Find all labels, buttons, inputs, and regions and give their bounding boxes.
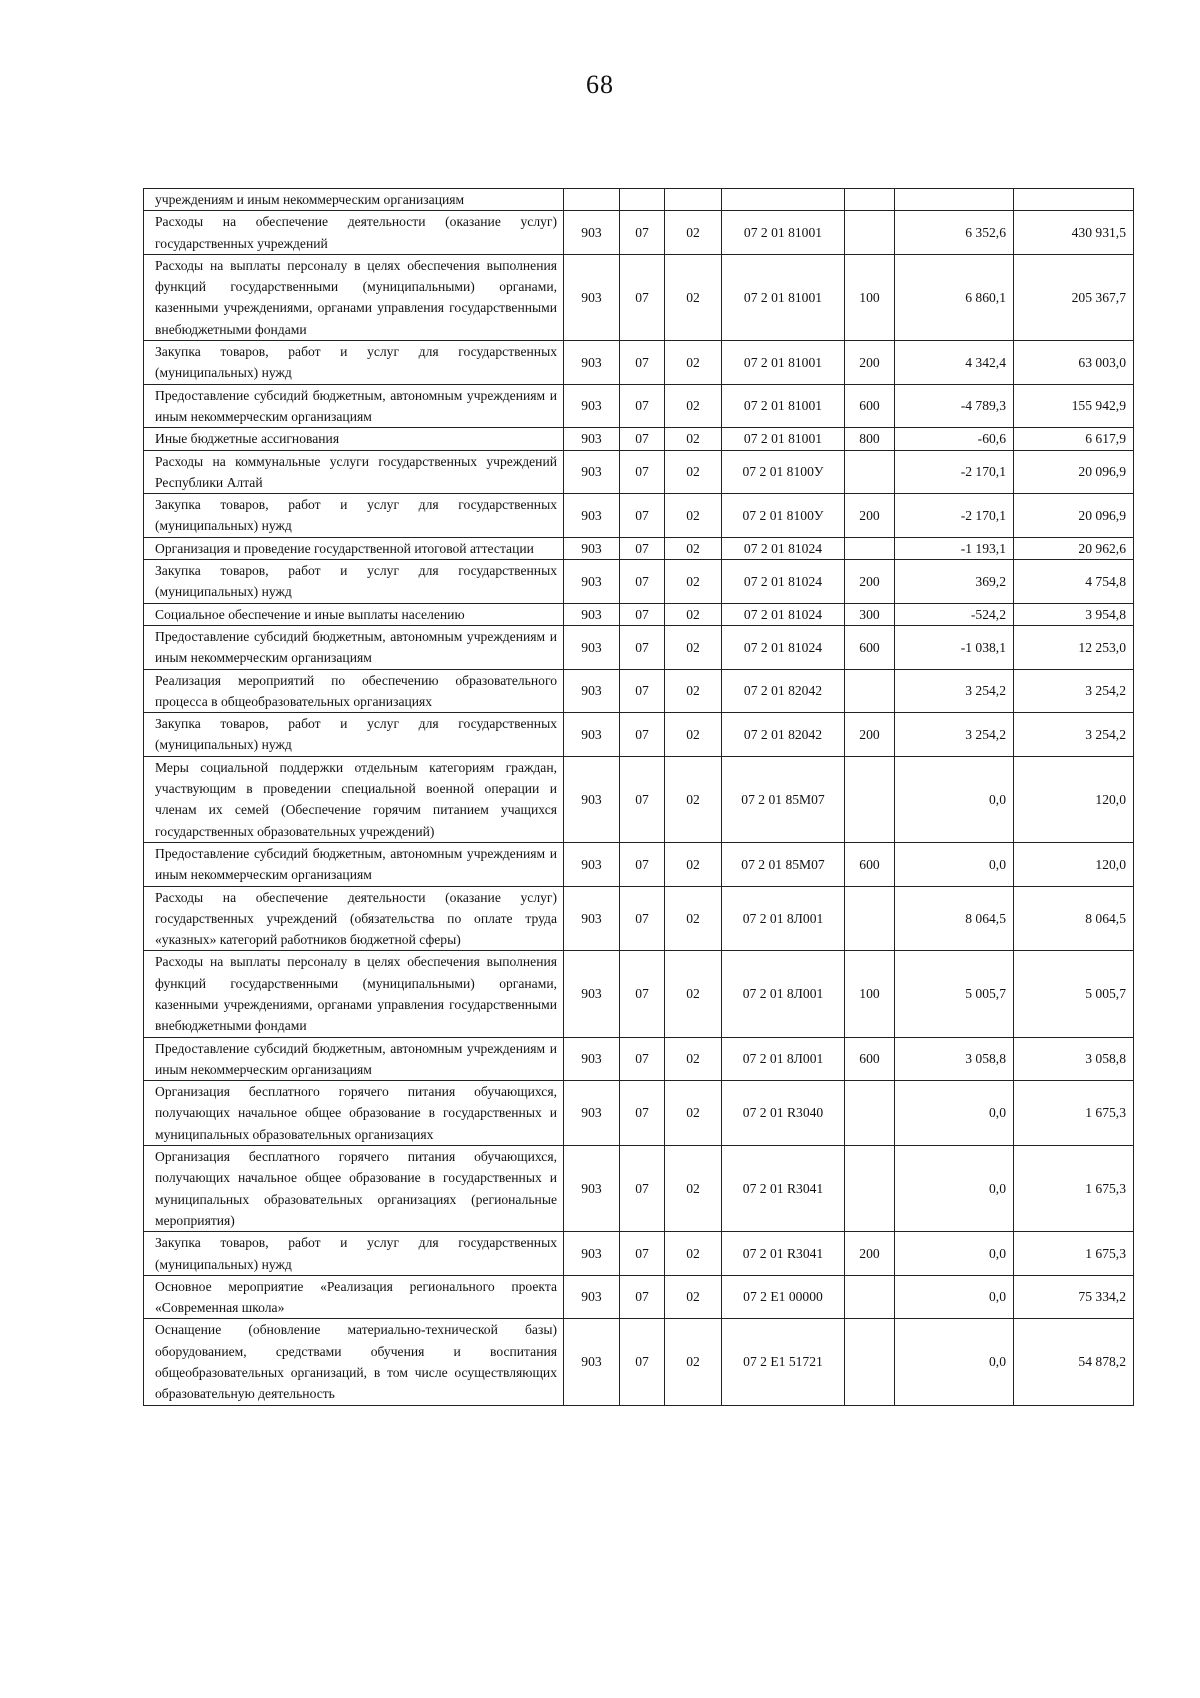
total-amount: 3 254,2 (1014, 713, 1134, 757)
table-row (144, 603, 1134, 625)
total-amount: 12 253,0 (1014, 625, 1134, 669)
row-description: Предоставление субсидий бюджетным, автономным учреждениям и иным некоммерческим организациям (144, 842, 564, 886)
total-amount: 5 005,7 (1014, 951, 1134, 1037)
section-code: 07 (620, 450, 665, 494)
admin-code: 903 (564, 1275, 620, 1319)
subsection-code: 02 (665, 428, 722, 450)
target-article-code: 07 2 01 85М07 (722, 756, 845, 842)
admin-code: 903 (564, 450, 620, 494)
target-article-code: 07 2 E1 51721 (722, 1319, 845, 1405)
subsection-code: 02 (665, 625, 722, 669)
section-code: 07 (620, 1232, 665, 1276)
expense-type-code (845, 886, 895, 951)
subsection-code: 02 (665, 1037, 722, 1081)
row-description: Расходы на выплаты персоналу в целях обеспечения выполнения функций государственными (муниципальными) органами, казенными учреждениями, органами управления государственными внебюджетными фондами (144, 254, 564, 340)
change-amount: -1 038,1 (895, 625, 1014, 669)
total-amount (1014, 189, 1134, 211)
change-amount: -2 170,1 (895, 450, 1014, 494)
target-article-code: 07 2 01 R3041 (722, 1146, 845, 1232)
expense-type-code (845, 537, 895, 559)
admin-code: 903 (564, 537, 620, 559)
target-article-code: 07 2 01 8100У (722, 494, 845, 538)
section-code: 07 (620, 211, 665, 255)
total-amount: 1 675,3 (1014, 1081, 1134, 1146)
section-code: 07 (620, 1146, 665, 1232)
row-description: Социальное обеспечение и иные выплаты населению (144, 603, 564, 625)
change-amount: 5 005,7 (895, 951, 1014, 1037)
expense-type-code: 200 (845, 494, 895, 538)
row-description: Реализация мероприятий по обеспечению образовательного процесса в общеобразовательных организациях (144, 669, 564, 713)
row-description: Закупка товаров, работ и услуг для государственных (муниципальных) нужд (144, 494, 564, 538)
table-row (144, 341, 1134, 385)
target-article-code: 07 2 01 81024 (722, 625, 845, 669)
page-number: 68 (586, 70, 614, 99)
admin-code: 903 (564, 384, 620, 428)
expense-type-code: 200 (845, 341, 895, 385)
expense-type-code (845, 669, 895, 713)
expense-type-code: 100 (845, 254, 895, 340)
table-row (144, 1081, 1134, 1146)
subsection-code: 02 (665, 842, 722, 886)
subsection-code: 02 (665, 1319, 722, 1405)
total-amount: 54 878,2 (1014, 1319, 1134, 1405)
change-amount: -524,2 (895, 603, 1014, 625)
admin-code: 903 (564, 560, 620, 604)
section-code: 07 (620, 341, 665, 385)
subsection-code: 02 (665, 713, 722, 757)
total-amount: 75 334,2 (1014, 1275, 1134, 1319)
subsection-code: 02 (665, 1081, 722, 1146)
subsection-code (665, 189, 722, 211)
row-description: Предоставление субсидий бюджетным, автономным учреждениям и иным некоммерческим организациям (144, 625, 564, 669)
row-description: Расходы на обеспечение деятельности (оказание услуг) государственных учреждений (обязательства по оплате труда «указных» категорий работников бюджетной сферы) (144, 886, 564, 951)
total-amount: 8 064,5 (1014, 886, 1134, 951)
total-amount: 6 617,9 (1014, 428, 1134, 450)
section-code: 07 (620, 625, 665, 669)
change-amount: 3 058,8 (895, 1037, 1014, 1081)
target-article-code (722, 189, 845, 211)
change-amount: 0,0 (895, 1232, 1014, 1276)
table-row (144, 254, 1134, 340)
target-article-code: 07 2 01 82042 (722, 669, 845, 713)
total-amount: 20 096,9 (1014, 494, 1134, 538)
expense-type-code: 600 (845, 842, 895, 886)
subsection-code: 02 (665, 603, 722, 625)
row-description: Расходы на обеспечение деятельности (оказание услуг) государственных учреждений (144, 211, 564, 255)
table-row (144, 1275, 1134, 1319)
section-code: 07 (620, 886, 665, 951)
expense-type-code (845, 450, 895, 494)
change-amount (895, 189, 1014, 211)
subsection-code: 02 (665, 669, 722, 713)
admin-code: 903 (564, 254, 620, 340)
section-code: 07 (620, 713, 665, 757)
change-amount: 0,0 (895, 1146, 1014, 1232)
target-article-code: 07 2 01 82042 (722, 713, 845, 757)
section-code: 07 (620, 1319, 665, 1405)
change-amount: 3 254,2 (895, 669, 1014, 713)
change-amount: 6 860,1 (895, 254, 1014, 340)
table-row (144, 428, 1134, 450)
total-amount: 1 675,3 (1014, 1232, 1134, 1276)
change-amount: -60,6 (895, 428, 1014, 450)
expense-type-code: 200 (845, 1232, 895, 1276)
total-amount: 3 954,8 (1014, 603, 1134, 625)
subsection-code: 02 (665, 450, 722, 494)
admin-code: 903 (564, 713, 620, 757)
target-article-code: 07 2 01 81024 (722, 537, 845, 559)
table-row (144, 1146, 1134, 1232)
total-amount: 205 367,7 (1014, 254, 1134, 340)
expense-type-code (845, 1275, 895, 1319)
expense-type-code (845, 211, 895, 255)
admin-code: 903 (564, 669, 620, 713)
change-amount: 0,0 (895, 1319, 1014, 1405)
section-code: 07 (620, 842, 665, 886)
table-row (144, 537, 1134, 559)
section-code: 07 (620, 756, 665, 842)
section-code: 07 (620, 1275, 665, 1319)
target-article-code: 07 2 01 81001 (722, 384, 845, 428)
row-description: Организация бесплатного горячего питания обучающихся, получающих начальное общее образование в государственных и муниципальных образовательных организациях (144, 1081, 564, 1146)
subsection-code: 02 (665, 1275, 722, 1319)
row-description: Закупка товаров, работ и услуг для государственных (муниципальных) нужд (144, 713, 564, 757)
admin-code: 903 (564, 756, 620, 842)
table-row (144, 1037, 1134, 1081)
admin-code: 903 (564, 1037, 620, 1081)
change-amount: 0,0 (895, 1081, 1014, 1146)
row-description: Основное мероприятие «Реализация регионального проекта «Современная школа» (144, 1275, 564, 1319)
total-amount: 1 675,3 (1014, 1146, 1134, 1232)
expense-type-code: 600 (845, 1037, 895, 1081)
change-amount: 8 064,5 (895, 886, 1014, 951)
table-row (144, 625, 1134, 669)
admin-code: 903 (564, 951, 620, 1037)
target-article-code: 07 2 01 81001 (722, 211, 845, 255)
row-description: Закупка товаров, работ и услуг для государственных (муниципальных) нужд (144, 341, 564, 385)
expense-type-code (845, 1081, 895, 1146)
target-article-code: 07 2 01 8Л001 (722, 1037, 845, 1081)
row-description: Иные бюджетные ассигнования (144, 428, 564, 450)
target-article-code: 07 2 01 81024 (722, 603, 845, 625)
subsection-code: 02 (665, 560, 722, 604)
change-amount: 0,0 (895, 842, 1014, 886)
subsection-code: 02 (665, 886, 722, 951)
target-article-code: 07 2 01 81001 (722, 428, 845, 450)
table-row (144, 756, 1134, 842)
admin-code: 903 (564, 1146, 620, 1232)
target-article-code: 07 2 01 85М07 (722, 842, 845, 886)
change-amount: 0,0 (895, 756, 1014, 842)
section-code: 07 (620, 384, 665, 428)
target-article-code: 07 2 01 81024 (722, 560, 845, 604)
subsection-code: 02 (665, 384, 722, 428)
section-code: 07 (620, 494, 665, 538)
change-amount: 369,2 (895, 560, 1014, 604)
target-article-code: 07 2 01 8100У (722, 450, 845, 494)
section-code: 07 (620, 669, 665, 713)
admin-code: 903 (564, 428, 620, 450)
row-description: Оснащение (обновление материально-технической базы) оборудованием, средствами обучения и воспитания общеобразовательных организаций, в том числе осуществляющих образовательную деятельность (144, 1319, 564, 1405)
change-amount: 4 342,4 (895, 341, 1014, 385)
expense-type-code: 100 (845, 951, 895, 1037)
table-row (144, 886, 1134, 951)
expense-type-code: 600 (845, 625, 895, 669)
section-code: 07 (620, 1037, 665, 1081)
target-article-code: 07 2 01 R3041 (722, 1232, 845, 1276)
table-row (144, 450, 1134, 494)
total-amount: 120,0 (1014, 842, 1134, 886)
admin-code: 903 (564, 1081, 620, 1146)
total-amount: 430 931,5 (1014, 211, 1134, 255)
table-row (144, 713, 1134, 757)
expense-type-code (845, 1146, 895, 1232)
expense-type-code (845, 189, 895, 211)
target-article-code: 07 2 01 8Л001 (722, 886, 845, 951)
change-amount: 3 254,2 (895, 713, 1014, 757)
section-code: 07 (620, 537, 665, 559)
total-amount: 20 096,9 (1014, 450, 1134, 494)
total-amount: 120,0 (1014, 756, 1134, 842)
row-description: Организация и проведение государственной итоговой аттестации (144, 537, 564, 559)
table-row (144, 560, 1134, 604)
subsection-code: 02 (665, 1232, 722, 1276)
admin-code: 903 (564, 341, 620, 385)
target-article-code: 07 2 01 81001 (722, 341, 845, 385)
section-code: 07 (620, 254, 665, 340)
change-amount: -2 170,1 (895, 494, 1014, 538)
change-amount: -1 193,1 (895, 537, 1014, 559)
expense-type-code: 300 (845, 603, 895, 625)
section-code (620, 189, 665, 211)
admin-code: 903 (564, 211, 620, 255)
section-code: 07 (620, 560, 665, 604)
total-amount: 3 254,2 (1014, 669, 1134, 713)
total-amount: 3 058,8 (1014, 1037, 1134, 1081)
target-article-code: 07 2 01 8Л001 (722, 951, 845, 1037)
admin-code: 903 (564, 625, 620, 669)
row-description: Меры социальной поддержки отдельным категориям граждан, участвующим в проведении специальной военной операции и членам их семей (Обеспечение горячим питанием учащихся государственных образовательных учреждений) (144, 756, 564, 842)
total-amount: 4 754,8 (1014, 560, 1134, 604)
expense-type-code: 800 (845, 428, 895, 450)
admin-code (564, 189, 620, 211)
total-amount: 63 003,0 (1014, 341, 1134, 385)
row-description: Расходы на коммунальные услуги государственных учреждений Республики Алтай (144, 450, 564, 494)
admin-code: 903 (564, 494, 620, 538)
subsection-code: 02 (665, 756, 722, 842)
subsection-code: 02 (665, 211, 722, 255)
table-row (144, 494, 1134, 538)
subsection-code: 02 (665, 494, 722, 538)
change-amount: 0,0 (895, 1275, 1014, 1319)
expense-type-code: 200 (845, 713, 895, 757)
table-row (144, 384, 1134, 428)
change-amount: -4 789,3 (895, 384, 1014, 428)
expense-type-code (845, 1319, 895, 1405)
section-code: 07 (620, 1081, 665, 1146)
change-amount: 6 352,6 (895, 211, 1014, 255)
expense-type-code (845, 756, 895, 842)
subsection-code: 02 (665, 341, 722, 385)
section-code: 07 (620, 951, 665, 1037)
admin-code: 903 (564, 603, 620, 625)
table-row (144, 669, 1134, 713)
table-body (144, 189, 1134, 1406)
row-description: учреждениям и иным некоммерческим организациям (144, 189, 564, 211)
row-description: Предоставление субсидий бюджетным, автономным учреждениям и иным некоммерческим организациям (144, 1037, 564, 1081)
expense-type-code: 600 (845, 384, 895, 428)
table-row (144, 951, 1134, 1037)
table-row (144, 1232, 1134, 1276)
admin-code: 903 (564, 886, 620, 951)
table-row (144, 1319, 1134, 1405)
target-article-code: 07 2 01 R3040 (722, 1081, 845, 1146)
total-amount: 20 962,6 (1014, 537, 1134, 559)
budget-table (143, 188, 1134, 1406)
table-row (144, 842, 1134, 886)
table-row (144, 211, 1134, 255)
subsection-code: 02 (665, 537, 722, 559)
subsection-code: 02 (665, 951, 722, 1037)
row-description: Закупка товаров, работ и услуг для государственных (муниципальных) нужд (144, 1232, 564, 1276)
row-description: Расходы на выплаты персоналу в целях обеспечения выполнения функций государственными (муниципальными) органами, казенными учреждениями, органами управления государственными внебюджетными фондами (144, 951, 564, 1037)
admin-code: 903 (564, 842, 620, 886)
section-code: 07 (620, 428, 665, 450)
target-article-code: 07 2 E1 00000 (722, 1275, 845, 1319)
row-description: Организация бесплатного горячего питания обучающихся, получающих начальное общее образование в государственных и муниципальных образовательных организациях (региональные мероприятия) (144, 1146, 564, 1232)
row-description: Предоставление субсидий бюджетным, автономным учреждениям и иным некоммерческим организациям (144, 384, 564, 428)
admin-code: 903 (564, 1319, 620, 1405)
table-row (144, 189, 1134, 211)
target-article-code: 07 2 01 81001 (722, 254, 845, 340)
expense-type-code: 200 (845, 560, 895, 604)
admin-code: 903 (564, 1232, 620, 1276)
total-amount: 155 942,9 (1014, 384, 1134, 428)
subsection-code: 02 (665, 1146, 722, 1232)
row-description: Закупка товаров, работ и услуг для государственных (муниципальных) нужд (144, 560, 564, 604)
subsection-code: 02 (665, 254, 722, 340)
section-code: 07 (620, 603, 665, 625)
